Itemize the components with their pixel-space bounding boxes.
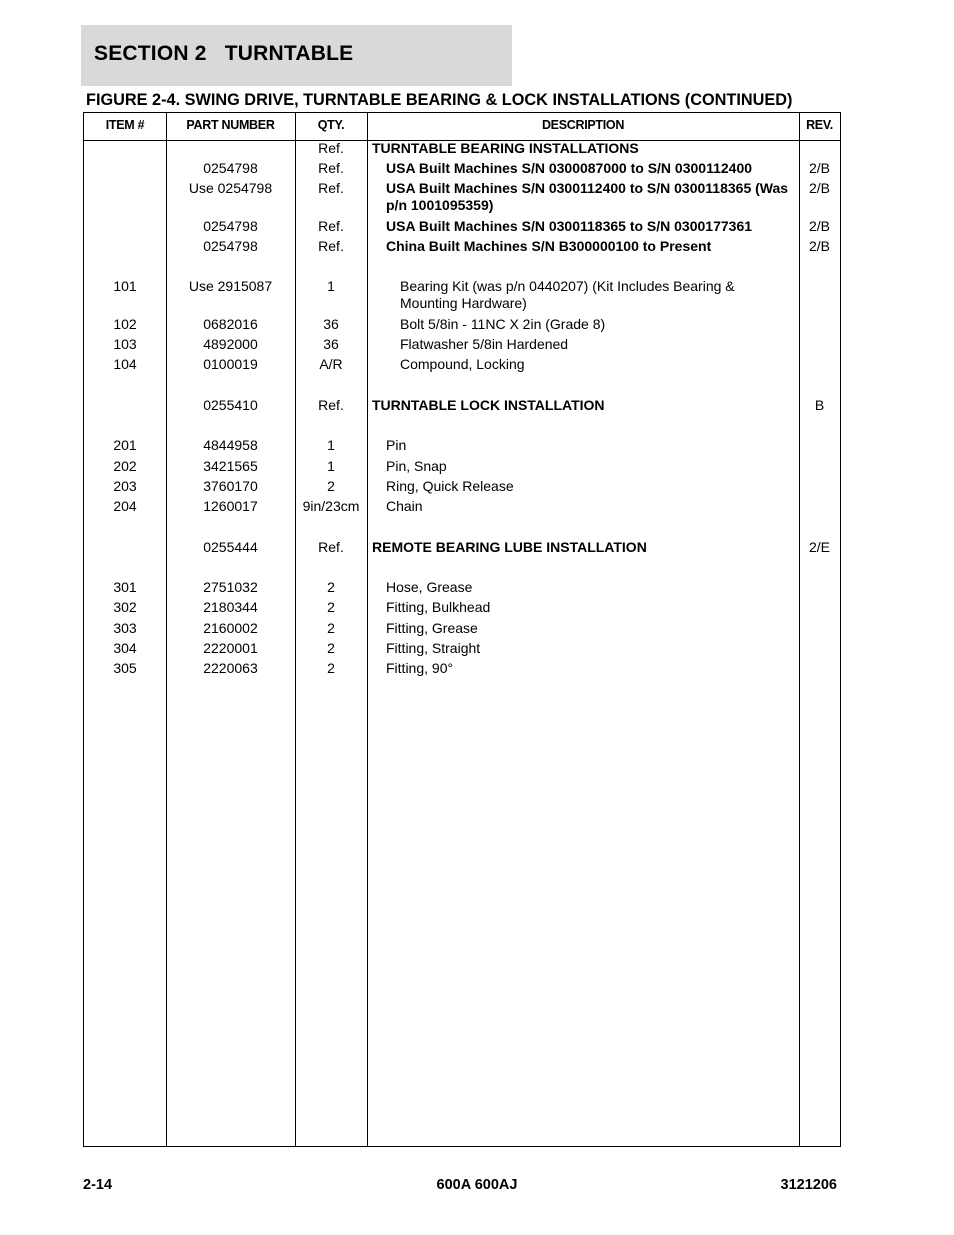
item-cell: 204 <box>113 498 137 514</box>
header-part-number: PART NUMBER <box>186 118 275 132</box>
section-title: SECTION 2 TURNTABLE <box>94 42 354 65</box>
qty-cell: Ref. <box>318 218 344 234</box>
description-cell: REMOTE BEARING LUBE INSTALLATION <box>372 539 647 555</box>
header-qty: QTY. <box>317 118 345 132</box>
description-cell: Fitting, Bulkhead <box>386 599 491 615</box>
part-cell: 2180344 <box>203 599 258 615</box>
description-cell: Bearing Kit (was p/n 0440207) (Kit Includes Bearing & Mounting Hardware) <box>400 278 735 311</box>
item-cell: 104 <box>113 356 137 372</box>
description-cell: Chain <box>386 498 423 514</box>
part-cell: 0254798 <box>203 238 258 254</box>
description-cell: USA Built Machines S/N 0300087000 to S/N 0300112400 <box>386 160 753 176</box>
description-cell: Flatwasher 5/8in Hardened <box>400 336 569 352</box>
item-cell: 305 <box>113 660 137 676</box>
description-cell: Fitting, Straight <box>386 640 481 656</box>
header-rev: REV. <box>806 118 833 132</box>
document-number: 3121206 <box>780 1177 837 1193</box>
model-label: 600A 600AJ <box>436 1177 518 1193</box>
qty-cell: 2 <box>327 640 335 656</box>
column-divider <box>367 113 368 1146</box>
qty-cell: 36 <box>323 336 339 352</box>
qty-cell: 2 <box>327 620 335 636</box>
description-cell: Fitting, 90° <box>386 660 454 676</box>
item-cell: 303 <box>113 620 137 636</box>
rev-cell: 2/E <box>808 539 830 555</box>
description-cell: TURNTABLE LOCK INSTALLATION <box>372 397 605 413</box>
item-cell: 202 <box>113 458 137 474</box>
qty-cell: 9in/23cm <box>302 498 360 514</box>
rev-cell: 2/B <box>808 238 830 254</box>
item-cell: 101 <box>113 278 137 294</box>
qty-cell: Ref. <box>318 539 344 555</box>
part-cell: 0254798 <box>203 160 258 176</box>
parts-table <box>83 112 841 1147</box>
part-cell: Use 0254798 <box>188 180 273 196</box>
rev-cell: 2/B <box>808 180 830 196</box>
description-cell: Bolt 5/8in - 11NC X 2in (Grade 8) <box>400 316 606 332</box>
figure-title: FIGURE 2-4. SWING DRIVE, TURNTABLE BEARING & LOCK INSTALLATIONS (CONTINUED) <box>86 91 793 109</box>
section-banner <box>81 25 512 86</box>
item-cell: 203 <box>113 478 137 494</box>
rev-cell: 2/B <box>808 160 830 176</box>
part-cell: 0255444 <box>203 539 258 555</box>
rev-cell: 2/B <box>808 218 830 234</box>
item-cell: 201 <box>113 437 137 453</box>
qty-cell: Ref. <box>318 160 344 176</box>
description-cell: Compound, Locking <box>400 356 525 372</box>
part-cell: 2160002 <box>203 620 258 636</box>
part-cell: 4844958 <box>203 437 258 453</box>
part-cell: 3421565 <box>203 458 258 474</box>
item-cell: 102 <box>113 316 137 332</box>
description-cell: Fitting, Grease <box>386 620 478 636</box>
qty-cell: 1 <box>327 458 335 474</box>
item-cell: 103 <box>113 336 137 352</box>
qty-cell: Ref. <box>318 140 344 156</box>
rev-cell: B <box>814 397 825 413</box>
part-cell: 2220063 <box>203 660 258 676</box>
qty-cell: 1 <box>327 278 335 294</box>
part-cell: 0682016 <box>203 316 258 332</box>
description-cell: Ring, Quick Release <box>386 478 514 494</box>
qty-cell: 2 <box>327 579 335 595</box>
qty-cell: A/R <box>319 356 343 372</box>
part-cell: 4892000 <box>203 336 258 352</box>
part-cell: 0254798 <box>203 218 258 234</box>
header-description: DESCRIPTION <box>541 118 625 132</box>
qty-cell: Ref. <box>318 238 344 254</box>
qty-cell: 2 <box>327 478 335 494</box>
description-cell: Hose, Grease <box>386 579 473 595</box>
part-cell: 1260017 <box>203 498 258 514</box>
description-cell: USA Built Machines S/N 0300118365 to S/N 0300177361 <box>386 218 753 234</box>
part-cell: 2751032 <box>203 579 258 595</box>
part-cell: Use 2915087 <box>188 278 273 294</box>
item-cell: 302 <box>113 599 137 615</box>
description-cell: Pin, Snap <box>386 458 447 474</box>
description-cell: TURNTABLE BEARING INSTALLATIONS <box>372 140 639 156</box>
qty-cell: 2 <box>327 660 335 676</box>
qty-cell: 2 <box>327 599 335 615</box>
part-cell: 3760170 <box>203 478 258 494</box>
page-number: 2-14 <box>83 1177 113 1193</box>
qty-cell: Ref. <box>318 397 344 413</box>
qty-cell: 1 <box>327 437 335 453</box>
part-cell: 0255410 <box>203 397 258 413</box>
description-cell: China Built Machines S/N B300000100 to Present <box>386 238 712 254</box>
qty-cell: Ref. <box>318 180 344 196</box>
description-cell: USA Built Machines S/N 0300112400 to S/N 0300118365 (Was p/n 1001095359) <box>386 180 789 213</box>
item-cell: 301 <box>113 579 137 595</box>
part-cell: 0100019 <box>203 356 258 372</box>
qty-cell: 36 <box>323 316 339 332</box>
description-cell: Pin <box>386 437 407 453</box>
part-cell: 2220001 <box>203 640 258 656</box>
item-cell: 304 <box>113 640 137 656</box>
column-divider <box>799 113 800 1146</box>
header-item: ITEM # <box>105 118 145 132</box>
